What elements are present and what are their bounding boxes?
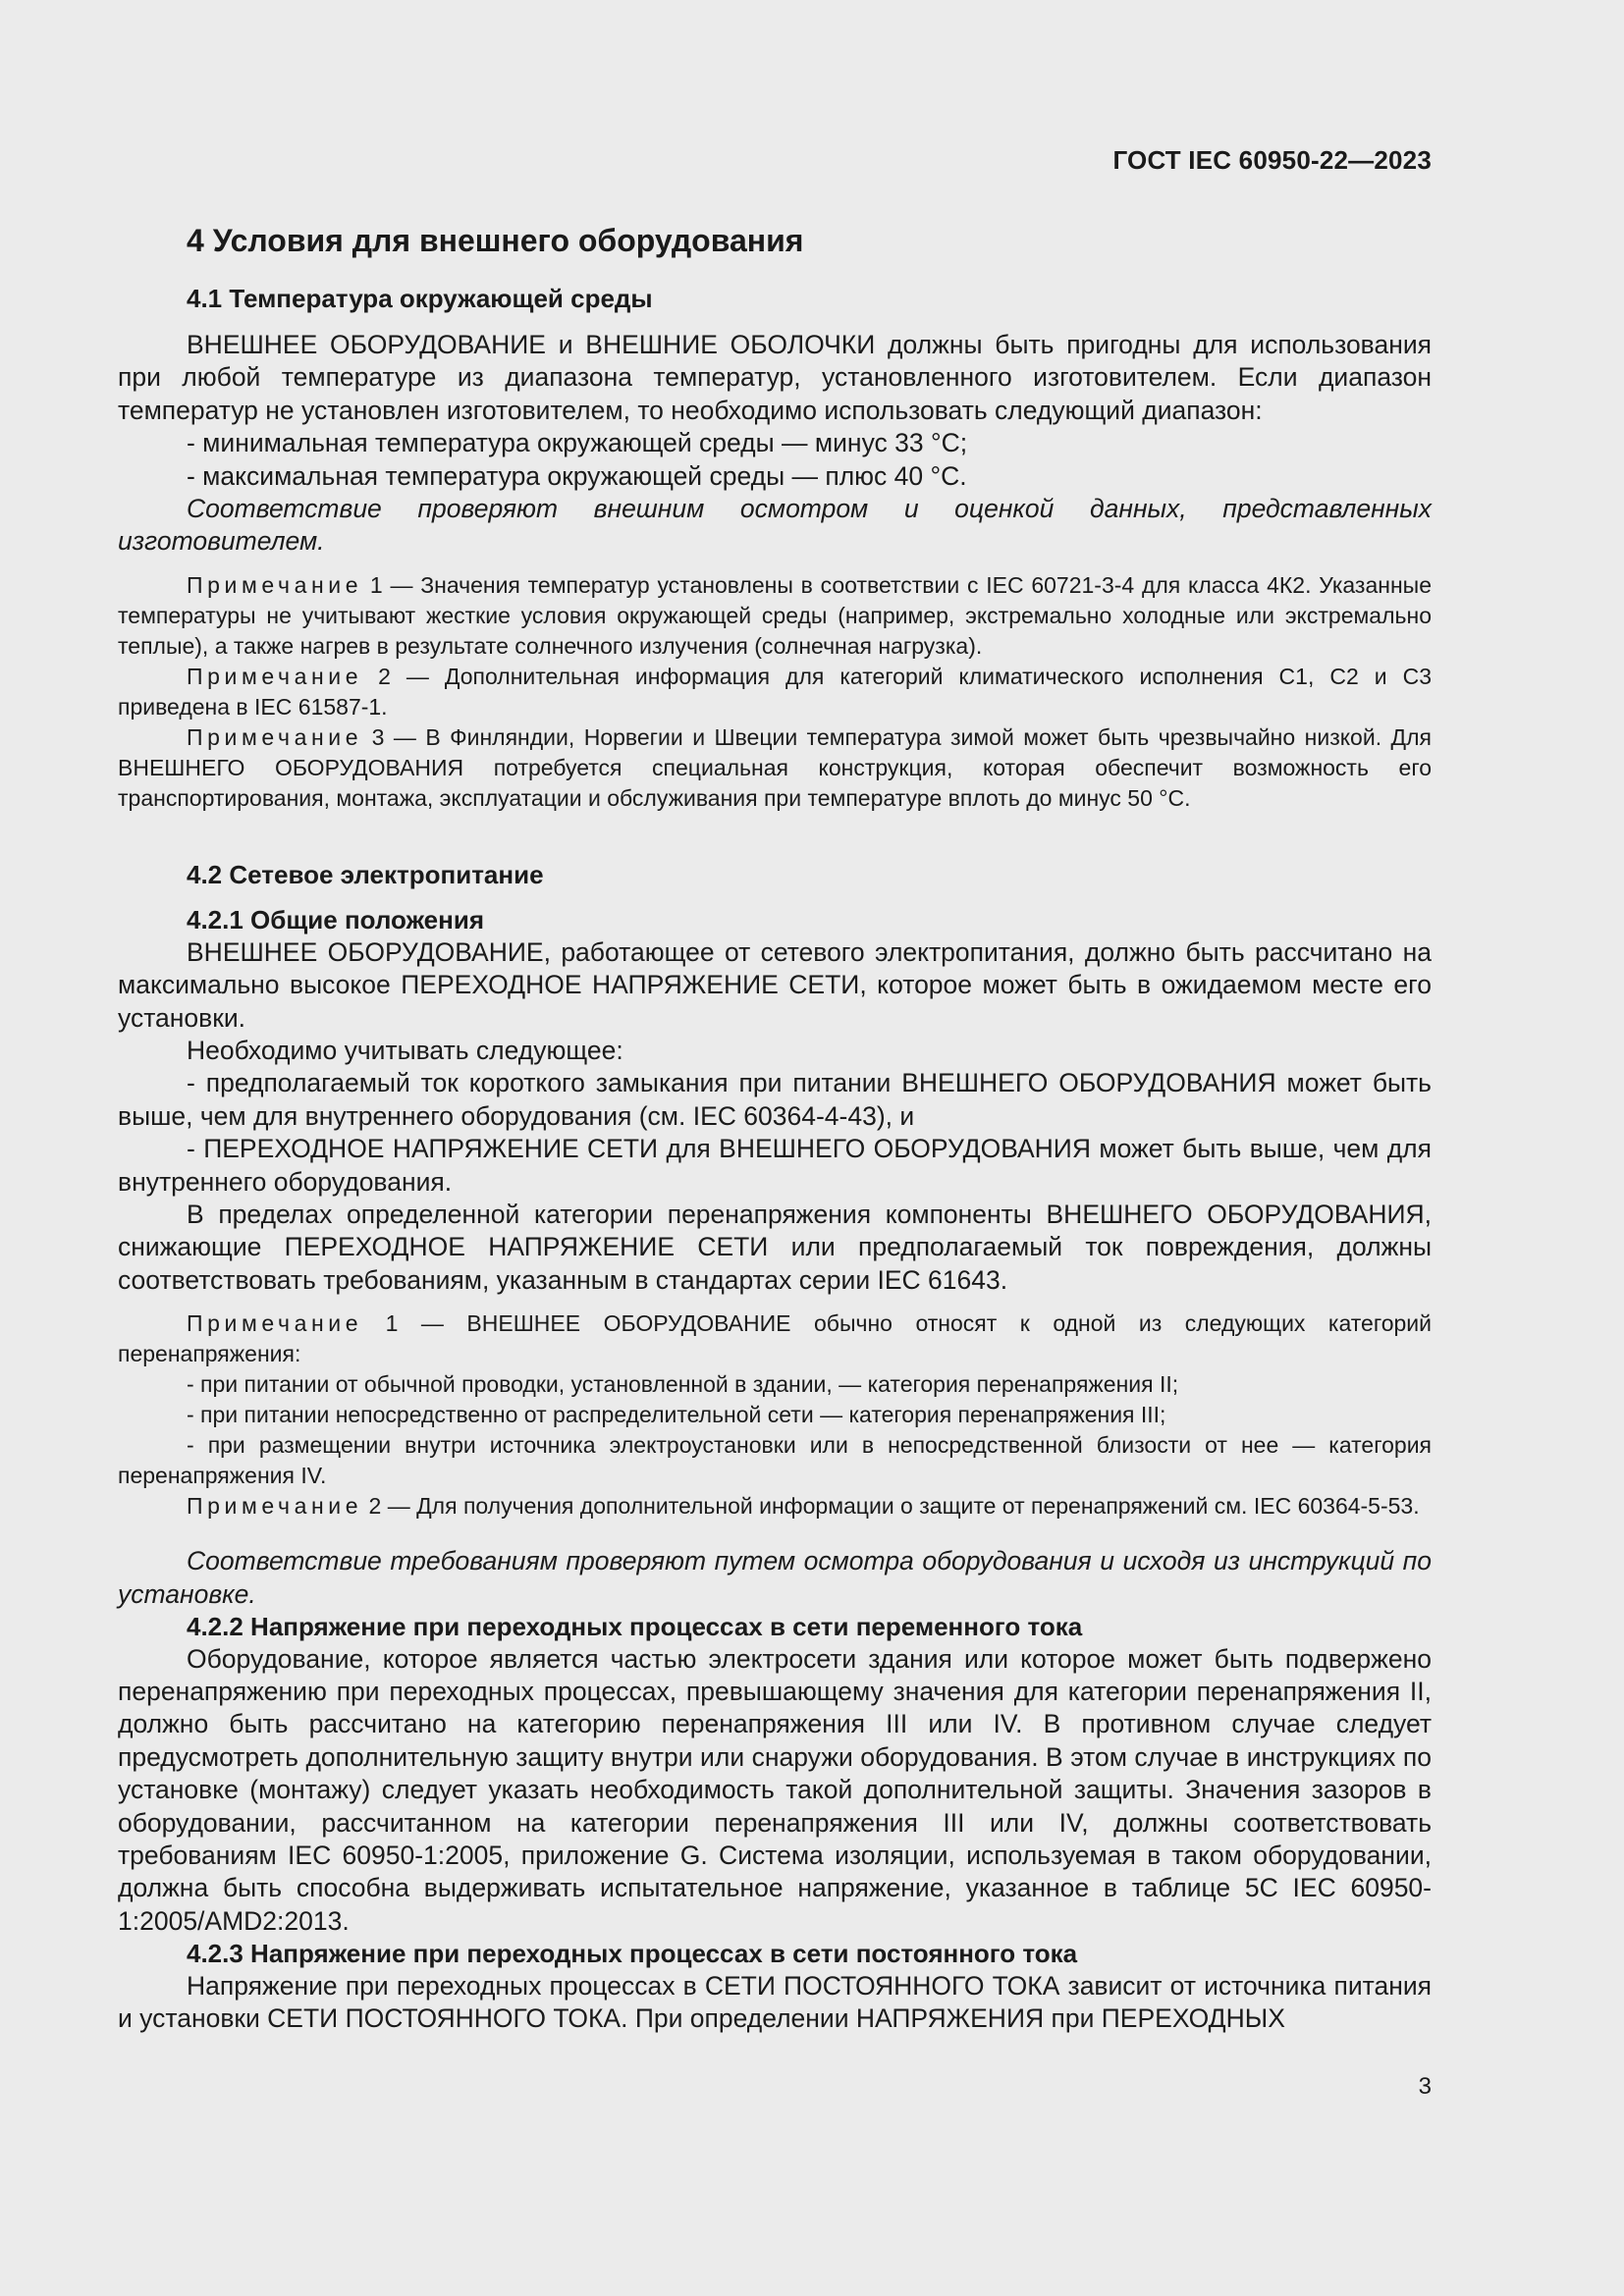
section-4-2-title: 4.2 Сетевое электропитание [187, 859, 544, 889]
note-text: 2 — Для получения дополнительной информации о защите от перенапряжений см. IEC 60364-5-53. [368, 1493, 1420, 1520]
paragraph: Оборудование, которое является частью электросети здания или которое может быть подвержено перенапряжению при переходных процессах, превышающему значения для категории перенапряжения II, должно быть рассчитано на категорию перенапряжения III или IV. В противном случае следует предусмотреть дополнительную защиту внутри или снаружи оборудования. В этом случае в инструкциях по установке (монтажу) следует указать необходимость такой дополнительной защиты. Значения зазоров в оборудовании, рассчитанном на категории перенапряжения III или IV, должны соответствовать требованиям IEC 60950-1:2005, приложение G. Система изоляции, используемая в таком оборудовании, должна быть способна выдерживать испытательное напряжение, указанное в таблице 5С IEC 60950-1:2005/AMD2:2013. [118, 1643, 1432, 1936]
list-item: - максимальная температура окружающей среды — плюс 40 °С. [187, 460, 967, 491]
note [118, 1308, 1432, 1369]
paragraph: Напряжение при переходных процессах в СЕТИ ПОСТОЯННОГО ТОКА зависит от источника питания и установки СЕТИ ПОСТОЯННОГО ТОКА. При определении НАПРЯЖЕНИЯ при ПЕРЕХОДНЫХ [118, 1970, 1432, 2034]
section-4-2-2-title: 4.2.2 Напряжение при переходных процессах в сети переменного тока [187, 1612, 1083, 1642]
document-header: ГОСТ IEC 60950-22—2023 [1112, 145, 1432, 175]
section-4-title: 4 Условия для внешнего оборудования [187, 223, 804, 258]
paragraph: Необходимо учитывать следующее: [187, 1035, 623, 1065]
note-text: 1 — ВНЕШНЕЕ ОБОРУДОВАНИЕ обычно относят к одной из следующих категорий перенапряжения: [118, 1310, 1432, 1367]
note-list-item: - при размещении внутри источника электроустановки или в непосредственной близости от нее — категория перенапряжения IV. [118, 1432, 1432, 1489]
compliance-text: Соответствие проверяют внешним осмотром и оценкой данных, представленных изготовителем. [118, 493, 1432, 557]
note [118, 570, 1432, 662]
note-text: 2 — Дополнительная информация для категорий климатического исполнения С1, С2 и С3 приведена в IEC 61587-1. [118, 663, 1432, 720]
note-label: Примечание [187, 663, 363, 689]
note-text: 3 — В Финляндии, Норвегии и Швеции температура зимой может быть чрезвычайно низкой. Для ВНЕШНЕГО ОБОРУДОВАНИЯ потребуется специальная конструкция, которая обеспечит возможность его транспортирования, монтажа, эксплуатации и обслуживания при температуре вплоть до минус 50 °С. [118, 723, 1432, 811]
section-4-2-3-title: 4.2.3 Напряжение при переходных процессах в сети постоянного тока [187, 1939, 1078, 1969]
note [118, 1491, 1432, 1522]
list-item: - ПЕРЕХОДНОЕ НАПРЯЖЕНИЕ СЕТИ для ВНЕШНЕГО ОБОРУДОВАНИЯ может быть выше, чем для внутреннего оборудования. [118, 1134, 1432, 1197]
section-4-1-title: 4.1 Температура окружающей среды [187, 284, 653, 314]
page-content [118, 222, 1432, 2035]
note-label: Примечание [187, 1310, 363, 1337]
note-list-item: - при питании от обычной проводки, установленной в здании, — категория перенапряжения II; [187, 1371, 1179, 1398]
compliance-text: Соответствие требованиям проверяют путем осмотра оборудования и исходя из инструкций по установке. [118, 1546, 1432, 1609]
paragraph: ВНЕШНЕЕ ОБОРУДОВАНИЕ, работающее от сетевого электропитания, должно быть рассчитано на максимально высокое ПЕРЕХОДНОЕ НАПРЯЖЕНИЕ СЕТИ, которое может быть в ожидаемом месте его установки. [118, 936, 1432, 1033]
page-number: 3 [1418, 2073, 1432, 2100]
section-4-2-1-title: 4.2.1 Общие положения [187, 905, 484, 935]
note [118, 722, 1432, 814]
note-label: Примечание [187, 1493, 363, 1520]
note-list-item: - при питании непосредственно от распределительной сети — категория перенапряжения III; [187, 1402, 1166, 1428]
note-text: 1 — Значения температур установлены в соответствии с IEC 60721-3-4 для класса 4К2. Указанные температуры не учитывают жесткие условия окружающей среды (например, экстремально холодные или экстремально теплые), а также нагрев в результате солнечного излучения (солнечная нагрузка). [118, 571, 1432, 659]
list-item: - минимальная температура окружающей среды — минус 33 °С; [187, 428, 968, 458]
note-label: Примечание [187, 571, 363, 598]
list-item: - предполагаемый ток короткого замыкания при питании ВНЕШНЕГО ОБОРУДОВАНИЯ может быть выше, чем для внутреннего оборудования (см. IEC 60364-4-43), и [118, 1068, 1432, 1131]
paragraph: ВНЕШНЕЕ ОБОРУДОВАНИЕ и ВНЕШНИЕ ОБОЛОЧКИ должны быть пригодны для использования при любой температуре из диапазона температур, установленного изготовителем. Если диапазон температур не установлен изготовителем, то необходимо использовать следующий диапазон: [118, 329, 1432, 425]
note [118, 662, 1432, 722]
note-label: Примечание [187, 723, 363, 750]
paragraph: В пределах определенной категории перенапряжения компоненты ВНЕШНЕГО ОБОРУДОВАНИЯ, снижающие ПЕРЕХОДНОЕ НАПРЯЖЕНИЕ СЕТИ или предполагаемый ток повреждения, должны соответствовать требованиям, указанным в стандартах серии IEC 61643. [118, 1199, 1432, 1295]
